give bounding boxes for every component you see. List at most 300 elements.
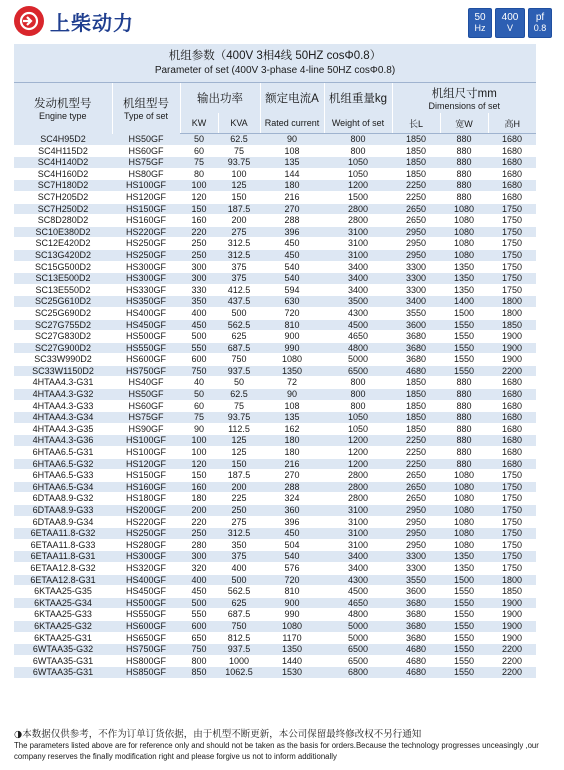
kva-cell: 312.5 — [218, 238, 260, 250]
weight-cell: 6500 — [324, 644, 392, 656]
set-type-cell: HS120GF — [112, 191, 180, 203]
kw-cell: 250 — [180, 249, 218, 261]
table-row — [14, 249, 536, 261]
width-cell: 1400 — [440, 296, 488, 308]
engine-type-cell: 6DTAA8.9-G32 — [14, 493, 112, 505]
set-type-cell: HS160GF — [112, 481, 180, 493]
width-cell: 1080 — [440, 238, 488, 250]
rated-current-cell: 1080 — [260, 354, 324, 366]
kw-cell: 400 — [180, 307, 218, 319]
table-row — [14, 470, 536, 482]
length-cell: 3400 — [392, 296, 440, 308]
kva-cell: 62.5 — [218, 134, 260, 146]
weight-header: 机组重量kg — [324, 83, 392, 114]
weight-cell: 4300 — [324, 307, 392, 319]
set-type-cell: HS60GF — [112, 145, 180, 157]
length-cell: 2950 — [392, 528, 440, 540]
weight-cell: 800 — [324, 377, 392, 389]
table-row — [14, 435, 536, 447]
kva-cell: 500 — [218, 307, 260, 319]
rated-current-cell: 630 — [260, 296, 324, 308]
width-cell: 1080 — [440, 203, 488, 215]
table-row — [14, 493, 536, 505]
width-cell: 1550 — [440, 331, 488, 343]
width-cell: 1350 — [440, 284, 488, 296]
rated-current-cell: 540 — [260, 261, 324, 273]
set-type-cell: HS320GF — [112, 562, 180, 574]
engine-type-cell: 6HTAA6.5-G34 — [14, 481, 112, 493]
set-type-cell: HS180GF — [112, 493, 180, 505]
width-cell: 1550 — [440, 655, 488, 667]
kw-cell: 80 — [180, 168, 218, 180]
set-type-cell: HS220GF — [112, 516, 180, 528]
length-cell: 1850 — [392, 389, 440, 401]
kw-cell: 280 — [180, 539, 218, 551]
engine-type-cell: SC27G900D2 — [14, 342, 112, 354]
set-type-header-en: Type of set — [123, 110, 169, 121]
kw-cell: 450 — [180, 586, 218, 598]
kva-cell: 437.5 — [218, 296, 260, 308]
height-cell: 1750 — [488, 493, 536, 505]
caption-zh: 机组参数（400V 3相4线 50HZ cosΦ0.8） — [168, 50, 382, 62]
length-cell: 2650 — [392, 215, 440, 227]
table-body — [14, 134, 536, 679]
shangchai-logo-icon — [14, 6, 44, 36]
height-cell: 1750 — [488, 226, 536, 238]
length-cell: 3680 — [392, 354, 440, 366]
weight-cell: 1500 — [324, 191, 392, 203]
rated-current-cell: 1440 — [260, 655, 324, 667]
set-type-cell: HS80GF — [112, 168, 180, 180]
kw-cell: 120 — [180, 191, 218, 203]
table-row — [14, 307, 536, 319]
kva-cell: 812.5 — [218, 632, 260, 644]
kva-cell: 500 — [218, 574, 260, 586]
kva-cell: 625 — [218, 331, 260, 343]
engine-type-cell: SC27G830D2 — [14, 331, 112, 343]
height-cell: 1680 — [488, 458, 536, 470]
width-cell: 1500 — [440, 574, 488, 586]
kw-cell: 800 — [180, 655, 218, 667]
table-row — [14, 215, 536, 227]
kva-cell: 75 — [218, 400, 260, 412]
set-type-header-zh: 机组型号 — [123, 97, 169, 110]
kw-cell: 350 — [180, 296, 218, 308]
length-cell: 3680 — [392, 620, 440, 632]
rated-current-cell: 720 — [260, 574, 324, 586]
height-cell: 1900 — [488, 620, 536, 632]
rated-current-cell: 135 — [260, 157, 324, 169]
kw-cell: 160 — [180, 481, 218, 493]
rated-current-cell: 180 — [260, 435, 324, 447]
kva-cell: 687.5 — [218, 609, 260, 621]
weight-cell: 4800 — [324, 342, 392, 354]
set-type-cell: HS50GF — [112, 134, 180, 146]
width-cell: 880 — [440, 423, 488, 435]
height-cell: 1680 — [488, 168, 536, 180]
kw-cell: 850 — [180, 667, 218, 679]
rated-current-cell: 135 — [260, 412, 324, 424]
engine-type-cell: 6HTAA6.5-G32 — [14, 458, 112, 470]
kw-cell: 120 — [180, 458, 218, 470]
weight-cell: 800 — [324, 145, 392, 157]
rated-current-header: 额定电流A — [260, 83, 324, 114]
length-cell: 2250 — [392, 435, 440, 447]
width-cell: 1350 — [440, 562, 488, 574]
engine-type-cell: 6DTAA8.9-G34 — [14, 516, 112, 528]
length-cell: 1850 — [392, 134, 440, 146]
length-cell: 3300 — [392, 261, 440, 273]
width-cell: 1080 — [440, 516, 488, 528]
height-cell: 2200 — [488, 644, 536, 656]
rated-current-cell: 270 — [260, 470, 324, 482]
weight-cell: 2800 — [324, 203, 392, 215]
weight-cell: 3100 — [324, 516, 392, 528]
height-cell: 1900 — [488, 632, 536, 644]
width-cell: 880 — [440, 145, 488, 157]
kva-cell: 275 — [218, 226, 260, 238]
set-type-cell: HS60GF — [112, 400, 180, 412]
length-cell: 2650 — [392, 203, 440, 215]
engine-type-cell: SC7H250D2 — [14, 203, 112, 215]
width-cell: 1550 — [440, 586, 488, 598]
engine-type-cell: 6HTAA6.5-G31 — [14, 447, 112, 459]
length-cell: 3600 — [392, 319, 440, 331]
engine-type-cell: 6ETAA11.8-G33 — [14, 539, 112, 551]
weight-cell: 2800 — [324, 493, 392, 505]
kw-cell: 650 — [180, 632, 218, 644]
kva-cell: 125 — [218, 180, 260, 192]
weight-cell: 3100 — [324, 539, 392, 551]
width-cell: 1550 — [440, 667, 488, 679]
width-cell: 1080 — [440, 481, 488, 493]
weight-cell: 1200 — [324, 435, 392, 447]
length-cell: 3680 — [392, 331, 440, 343]
set-type-cell: HS250GF — [112, 238, 180, 250]
length-cell: 2950 — [392, 249, 440, 261]
table-row — [14, 354, 536, 366]
kva-cell: 93.75 — [218, 157, 260, 169]
rated-current-cell: 324 — [260, 493, 324, 505]
kw-cell: 180 — [180, 493, 218, 505]
parameter-table — [14, 44, 536, 679]
set-type-cell: HS400GF — [112, 307, 180, 319]
power-factor-badge — [528, 8, 552, 38]
footer-note-en: The parameters listed above are for reference only and should not be taken as the basis for orders.Because the technology progresses unceasingly ,our company reserves the finally modification right and please forgive us not to inform additionally — [14, 741, 539, 761]
kva-cell: 50 — [218, 377, 260, 389]
engine-type-cell: 6ETAA12.8-G31 — [14, 574, 112, 586]
width-cell: 1080 — [440, 226, 488, 238]
kw-cell: 100 — [180, 435, 218, 447]
weight-cell: 3100 — [324, 226, 392, 238]
length-cell: 4680 — [392, 644, 440, 656]
engine-type-cell: SC15G500D2 — [14, 261, 112, 273]
set-type-cell: HS300GF — [112, 551, 180, 563]
kw-cell: 300 — [180, 273, 218, 285]
kva-cell: 562.5 — [218, 319, 260, 331]
set-type-cell: HS280GF — [112, 539, 180, 551]
weight-cell: 1050 — [324, 412, 392, 424]
height-cell: 1750 — [488, 249, 536, 261]
table-row — [14, 134, 536, 146]
weight-cell: 4650 — [324, 597, 392, 609]
height-cell: 1900 — [488, 597, 536, 609]
rated-current-cell: 540 — [260, 273, 324, 285]
engine-type-header-zh: 发动机型号 — [34, 97, 92, 110]
height-cell: 1750 — [488, 551, 536, 563]
length-cell: 4680 — [392, 365, 440, 377]
length-cell: 1850 — [392, 400, 440, 412]
kw-cell: 90 — [180, 423, 218, 435]
width-cell: 1550 — [440, 365, 488, 377]
height-cell: 1750 — [488, 562, 536, 574]
kva-cell: 750 — [218, 620, 260, 632]
table-row — [14, 562, 536, 574]
rated-current-cell: 216 — [260, 191, 324, 203]
badge-value: pf — [535, 12, 545, 23]
badge-value: 400 — [501, 12, 519, 23]
kw-cell: 100 — [180, 180, 218, 192]
kw-cell: 150 — [180, 203, 218, 215]
table-row — [14, 296, 536, 308]
height-cell: 2200 — [488, 655, 536, 667]
table-row — [14, 458, 536, 470]
engine-type-cell: SC33W1150D2 — [14, 365, 112, 377]
table-row — [14, 597, 536, 609]
rated-current-cell: 504 — [260, 539, 324, 551]
engine-type-cell: SC7H180D2 — [14, 180, 112, 192]
width-cell: 1080 — [440, 470, 488, 482]
width-cell: 1350 — [440, 261, 488, 273]
table-row — [14, 516, 536, 528]
output-power-header: 输出功率 — [180, 83, 260, 114]
weight-cell: 3100 — [324, 238, 392, 250]
width-cell: 1080 — [440, 215, 488, 227]
badge-value: 50 — [474, 12, 486, 23]
table-row — [14, 331, 536, 343]
brand-name: 上柴动力 — [50, 10, 134, 35]
rated-current-cell: 216 — [260, 458, 324, 470]
weight-cell: 3400 — [324, 284, 392, 296]
weight-cell: 5000 — [324, 632, 392, 644]
footer-note — [14, 728, 544, 762]
kw-cell: 150 — [180, 470, 218, 482]
length-cell: 2650 — [392, 470, 440, 482]
width-cell: 880 — [440, 412, 488, 424]
kw-cell: 160 — [180, 215, 218, 227]
voltage-badge — [495, 8, 525, 38]
weight-cell: 2800 — [324, 481, 392, 493]
weight-cell: 4800 — [324, 609, 392, 621]
badge-unit: Hz — [474, 23, 486, 33]
brand-logo — [14, 6, 134, 36]
width-cell: 1350 — [440, 273, 488, 285]
weight-cell: 3500 — [324, 296, 392, 308]
width-cell: 1080 — [440, 493, 488, 505]
table-row — [14, 261, 536, 273]
kw-cell: 250 — [180, 238, 218, 250]
weight-cell: 2800 — [324, 215, 392, 227]
width-header: 宽W — [440, 113, 488, 134]
table-row — [14, 632, 536, 644]
length-cell: 2950 — [392, 226, 440, 238]
set-type-cell: HS200GF — [112, 505, 180, 517]
set-type-cell: HS550GF — [112, 342, 180, 354]
engine-type-cell: SC25G610D2 — [14, 296, 112, 308]
width-cell: 1080 — [440, 539, 488, 551]
table-row — [14, 528, 536, 540]
set-type-cell: HS550GF — [112, 609, 180, 621]
width-cell: 1550 — [440, 319, 488, 331]
height-cell: 1680 — [488, 400, 536, 412]
set-type-header — [112, 83, 180, 134]
length-cell: 3680 — [392, 342, 440, 354]
set-type-cell: HS650GF — [112, 632, 180, 644]
badge-unit: 0.8 — [533, 23, 547, 33]
kva-cell: 350 — [218, 539, 260, 551]
width-cell: 1080 — [440, 249, 488, 261]
width-cell: 880 — [440, 435, 488, 447]
set-type-cell: HS75GF — [112, 412, 180, 424]
set-type-cell: HS50GF — [112, 389, 180, 401]
set-type-cell: HS90GF — [112, 423, 180, 435]
width-cell: 1550 — [440, 354, 488, 366]
set-type-cell: HS600GF — [112, 620, 180, 632]
kw-cell: 300 — [180, 261, 218, 273]
set-type-cell: HS850GF — [112, 667, 180, 679]
width-cell: 1080 — [440, 505, 488, 517]
kva-cell: 1062.5 — [218, 667, 260, 679]
set-type-cell: HS250GF — [112, 528, 180, 540]
kw-cell: 550 — [180, 342, 218, 354]
kva-cell: 375 — [218, 273, 260, 285]
width-cell: 1550 — [440, 609, 488, 621]
length-cell: 3300 — [392, 562, 440, 574]
width-cell: 880 — [440, 191, 488, 203]
table-row — [14, 389, 536, 401]
rated-current-cell: 288 — [260, 481, 324, 493]
engine-type-cell: 4HTAA4.3-G33 — [14, 400, 112, 412]
length-cell: 3300 — [392, 284, 440, 296]
rated-current-cell: 1170 — [260, 632, 324, 644]
rated-current-cell: 270 — [260, 203, 324, 215]
length-cell: 3300 — [392, 551, 440, 563]
table-row — [14, 481, 536, 493]
engine-type-cell: SC13E550D2 — [14, 284, 112, 296]
length-cell: 2950 — [392, 505, 440, 517]
width-cell: 1550 — [440, 620, 488, 632]
weight-cell: 1050 — [324, 168, 392, 180]
kw-cell: 50 — [180, 134, 218, 146]
weight-cell: 3100 — [324, 528, 392, 540]
header — [0, 0, 564, 42]
engine-type-cell: SC10E380D2 — [14, 226, 112, 238]
table-row — [14, 447, 536, 459]
table-row — [14, 168, 536, 180]
table-row — [14, 551, 536, 563]
weight-cell: 5000 — [324, 354, 392, 366]
weight-cell: 3400 — [324, 562, 392, 574]
width-cell: 880 — [440, 447, 488, 459]
spec-badges — [468, 8, 552, 38]
length-cell: 1850 — [392, 168, 440, 180]
height-cell: 1750 — [488, 261, 536, 273]
kw-cell: 50 — [180, 389, 218, 401]
rated-current-cell: 990 — [260, 609, 324, 621]
kw-cell: 320 — [180, 562, 218, 574]
kva-cell: 312.5 — [218, 528, 260, 540]
height-cell: 1750 — [488, 505, 536, 517]
set-type-cell: HS150GF — [112, 470, 180, 482]
length-cell: 3550 — [392, 574, 440, 586]
kva-cell: 187.5 — [218, 470, 260, 482]
kva-cell: 200 — [218, 481, 260, 493]
kva-cell: 93.75 — [218, 412, 260, 424]
kw-cell: 200 — [180, 505, 218, 517]
rated-current-cell: 1080 — [260, 620, 324, 632]
engine-type-cell: 6ETAA12.8-G32 — [14, 562, 112, 574]
kva-cell: 375 — [218, 261, 260, 273]
set-type-cell: HS600GF — [112, 354, 180, 366]
weight-cell: 4650 — [324, 331, 392, 343]
width-cell: 880 — [440, 458, 488, 470]
height-cell: 1680 — [488, 389, 536, 401]
kw-cell: 400 — [180, 574, 218, 586]
set-type-cell: HS330GF — [112, 284, 180, 296]
set-type-cell: HS220GF — [112, 226, 180, 238]
length-cell: 2950 — [392, 238, 440, 250]
table-row — [14, 203, 536, 215]
engine-type-cell: SC4H140D2 — [14, 157, 112, 169]
weight-cell: 3400 — [324, 551, 392, 563]
height-cell: 1680 — [488, 447, 536, 459]
engine-type-cell: 6ETAA11.8-G32 — [14, 528, 112, 540]
rated-current-cell: 396 — [260, 226, 324, 238]
set-type-cell: HS100GF — [112, 435, 180, 447]
parameter-table-wrap — [14, 44, 536, 679]
engine-type-header-en: Engine type — [38, 110, 87, 121]
kva-cell: 1000 — [218, 655, 260, 667]
length-cell: 2250 — [392, 191, 440, 203]
table-row — [14, 319, 536, 331]
rated-current-cell: 90 — [260, 134, 324, 146]
rated-current-cell: 288 — [260, 215, 324, 227]
set-type-cell: HS100GF — [112, 447, 180, 459]
rated-current-cell: 108 — [260, 400, 324, 412]
weight-cell: 6800 — [324, 667, 392, 679]
kva-cell: 150 — [218, 191, 260, 203]
table-row — [14, 539, 536, 551]
rated-current-cell: 72 — [260, 377, 324, 389]
height-cell: 1680 — [488, 412, 536, 424]
kw-cell: 330 — [180, 284, 218, 296]
kva-cell: 112.5 — [218, 423, 260, 435]
set-type-cell: HS750GF — [112, 644, 180, 656]
height-cell: 1850 — [488, 319, 536, 331]
engine-type-cell: 6KTAA25-G34 — [14, 597, 112, 609]
width-cell: 1500 — [440, 307, 488, 319]
table-row — [14, 655, 536, 667]
set-type-cell: HS450GF — [112, 586, 180, 598]
table-row — [14, 284, 536, 296]
height-cell: 1750 — [488, 539, 536, 551]
engine-type-cell: 6DTAA8.9-G33 — [14, 505, 112, 517]
rated-current-cell: 900 — [260, 331, 324, 343]
weight-cell: 6500 — [324, 655, 392, 667]
kw-cell: 250 — [180, 528, 218, 540]
weight-cell: 1200 — [324, 458, 392, 470]
engine-type-cell: SC7H205D2 — [14, 191, 112, 203]
